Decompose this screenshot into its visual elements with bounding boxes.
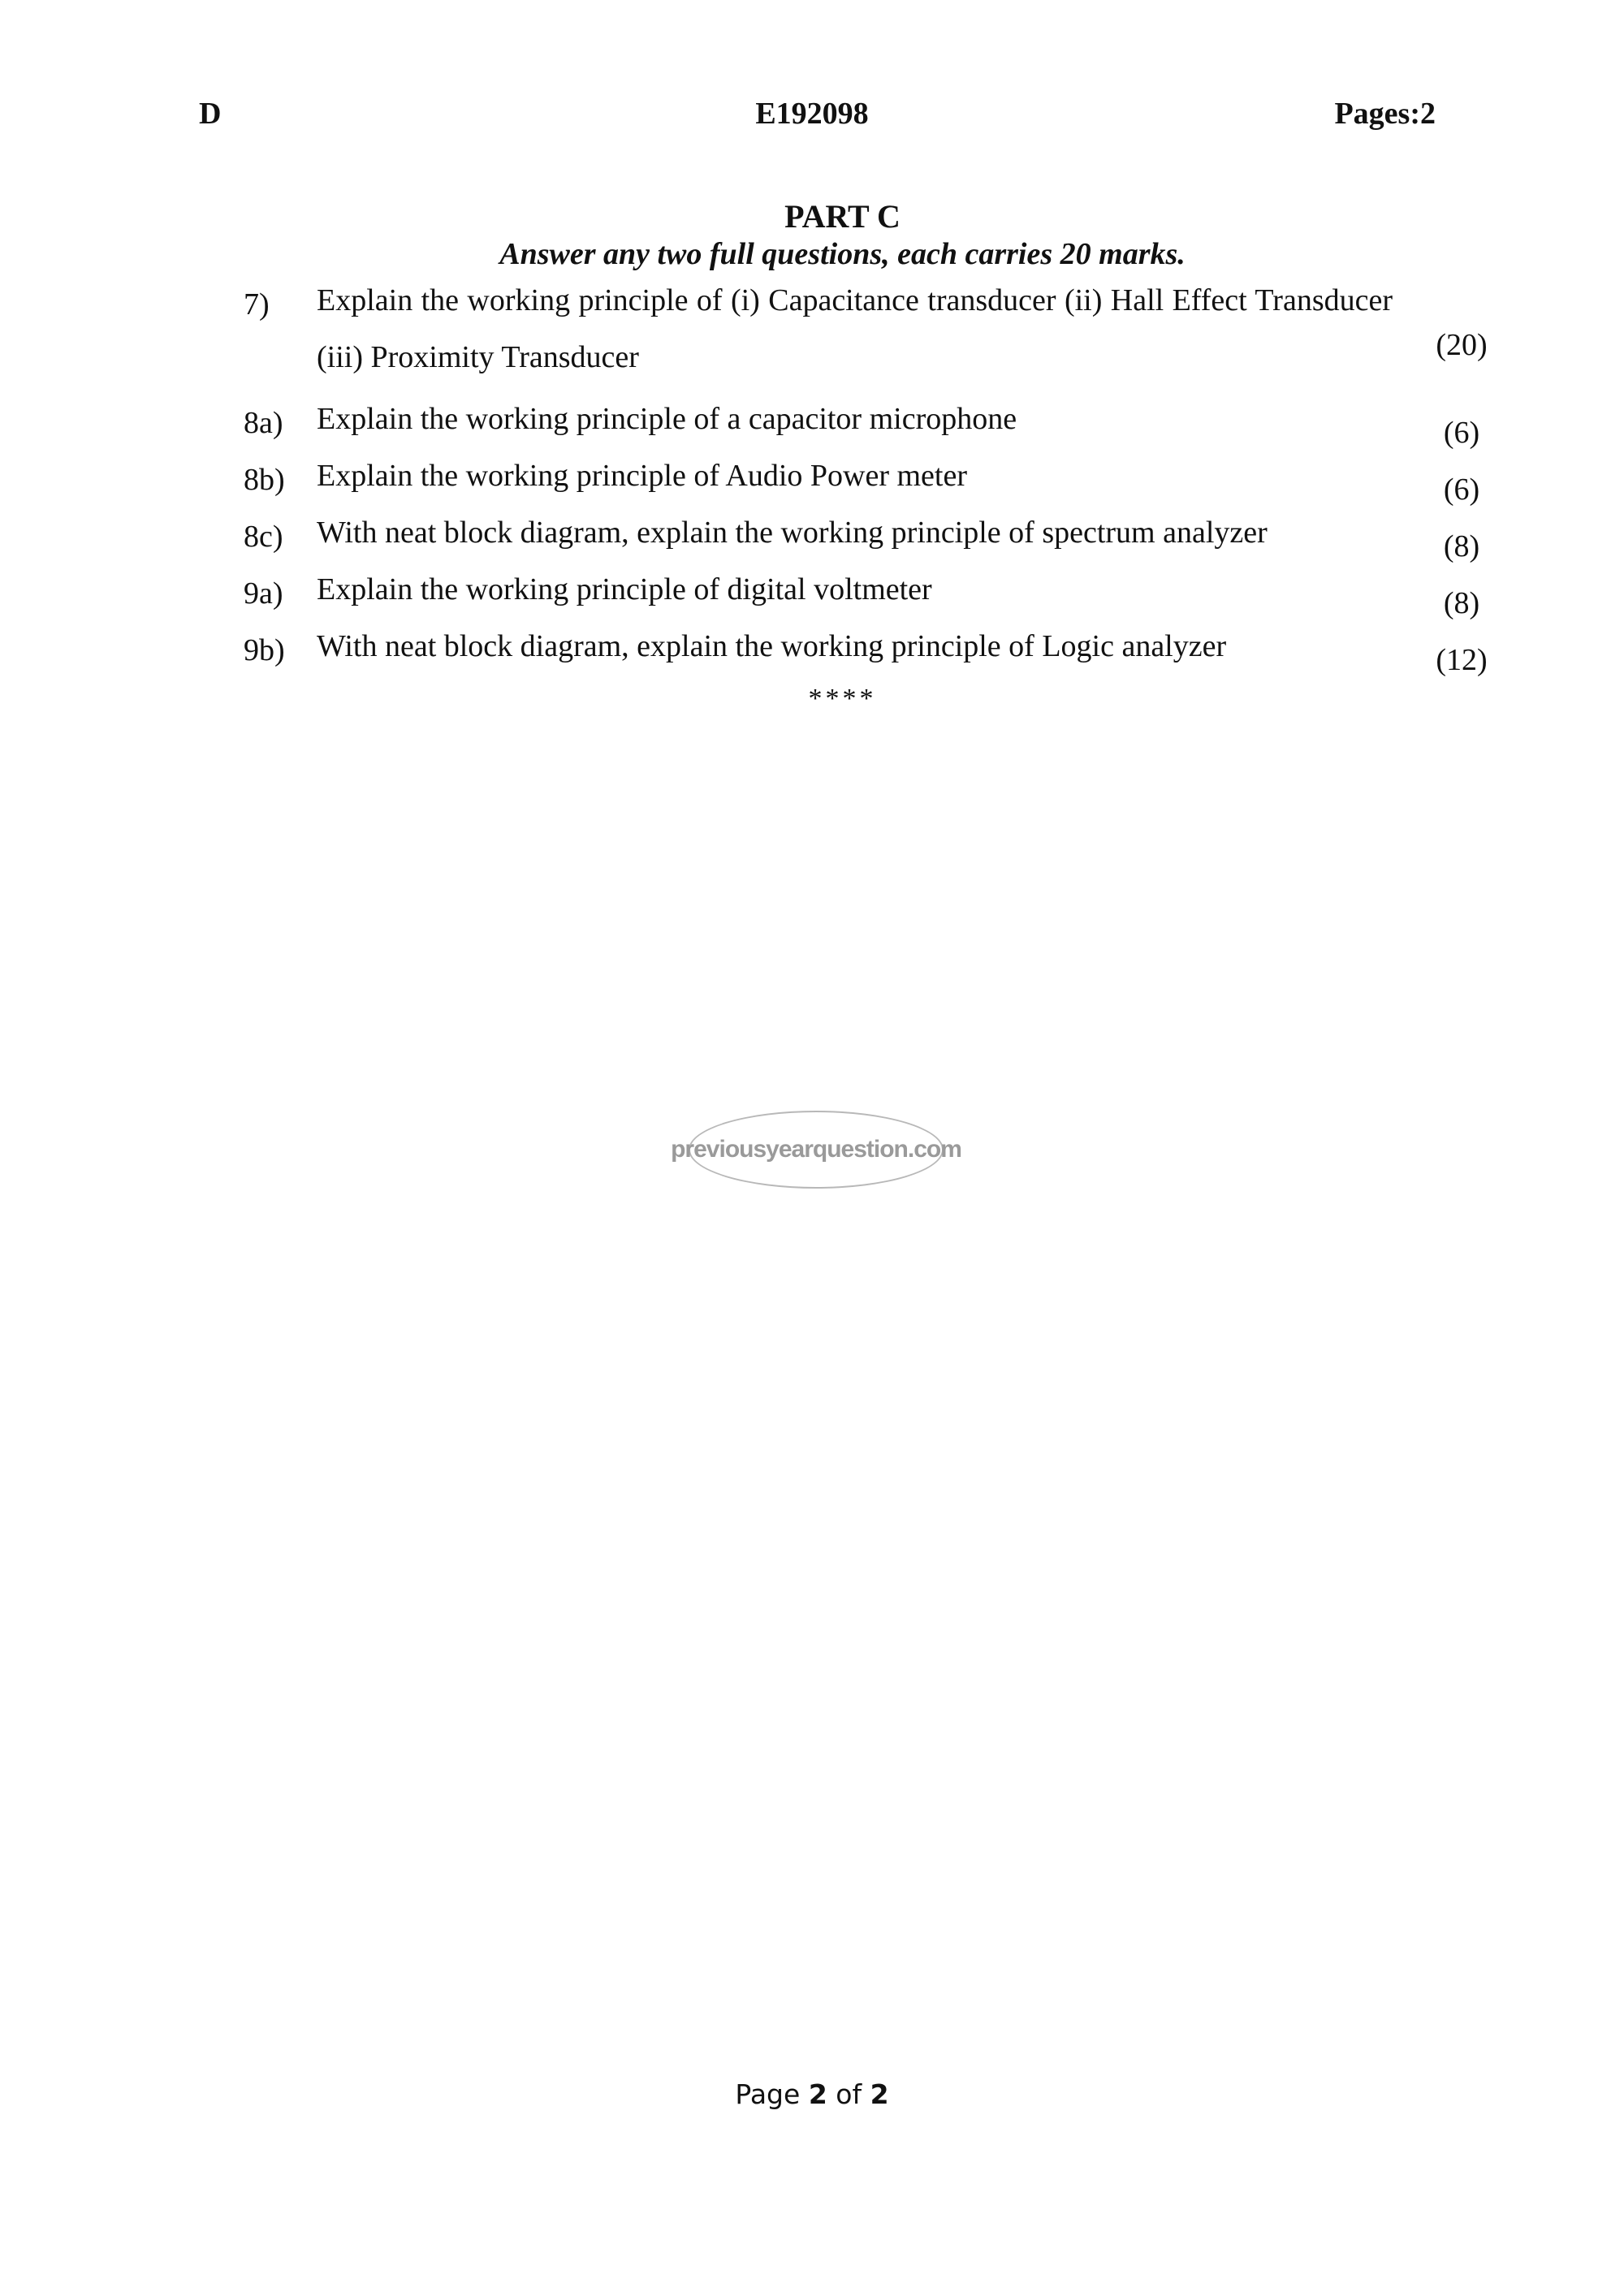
- question-number: 8c): [244, 520, 283, 554]
- question-marks: (8): [1443, 529, 1480, 563]
- part-instruction: Answer any two full questions, each carries 20 marks.: [499, 237, 1186, 271]
- question-marks: (12): [1436, 643, 1488, 677]
- exam-code: E192098: [755, 97, 869, 131]
- question-number: 9a): [244, 576, 283, 611]
- question-text: Explain the working principle of digital voltmeter: [317, 572, 932, 606]
- question-number: 8b): [244, 463, 285, 497]
- series-code: D: [199, 97, 222, 131]
- question-marks: (6): [1443, 473, 1480, 507]
- question-number: 7): [244, 287, 270, 322]
- footer-current-page: 2: [808, 2078, 827, 2110]
- question-number: 8a): [244, 406, 283, 440]
- question-text: Explain the working principle of Audio Power meter: [317, 459, 967, 493]
- end-of-paper-mark: ****: [808, 684, 877, 714]
- question-text: Explain the working principle of a capacitor microphone: [317, 402, 1017, 436]
- question-text: Explain the working principle of (i) Capacitance transducer (ii) Hall Effect Transducer (iii) Proximity Transducer: [317, 283, 1393, 374]
- footer-prefix: Page: [735, 2078, 801, 2110]
- question-marks: (8): [1443, 586, 1480, 620]
- watermark-text: previousyearquestion.com: [671, 1136, 961, 1163]
- question-text: With neat block diagram, explain the working principle of Logic analyzer: [317, 629, 1227, 663]
- page-footer: [0, 2078, 1624, 2110]
- question-text: With neat block diagram, explain the working principle of spectrum analyzer: [317, 516, 1268, 550]
- page-header: [0, 96, 1624, 136]
- question-marks: (6): [1443, 416, 1480, 450]
- page-count: Pages:2: [1334, 97, 1436, 131]
- question-number: 9b): [244, 633, 285, 667]
- watermark-logo: [671, 1111, 961, 1189]
- footer-separator: of: [836, 2078, 862, 2110]
- part-title: PART C: [784, 198, 901, 235]
- question-marks: (20): [1436, 328, 1488, 362]
- footer-total-pages: 2: [870, 2078, 889, 2110]
